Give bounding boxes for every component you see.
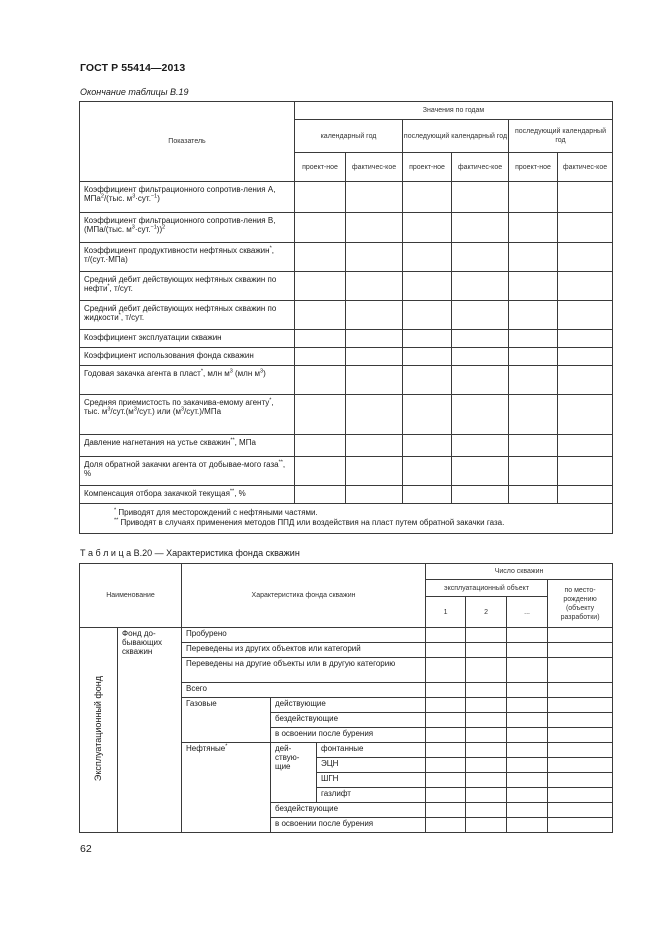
row-label: газлифт	[317, 788, 426, 803]
row-label: ЭЦН	[317, 758, 426, 773]
footnote: * Приводят для месторождений с нефтяными частями.	[114, 507, 318, 517]
table-row	[80, 435, 613, 457]
row-label-gas: Газовые	[182, 698, 271, 743]
table-b19-notes	[80, 504, 613, 534]
header-characteristic: Характеристика фонда скважин	[182, 564, 426, 628]
header-name: Наименование	[80, 564, 182, 628]
header-object-col: 2	[466, 597, 507, 628]
header-subcolumn: фактичес-кое	[558, 153, 613, 182]
table-row	[80, 301, 613, 330]
table-row	[80, 243, 613, 272]
group-label: Фонд до-бывающих скважин	[118, 628, 182, 833]
header-object-col: ...	[507, 597, 548, 628]
indicator-cell: Коэффициент эксплуатации скважин	[80, 330, 295, 348]
table-b19-caption: Окончание таблицы В.19	[80, 87, 189, 97]
header-subcolumn: фактичес-кое	[452, 153, 509, 182]
header-values-by-year: Значения по годам	[295, 102, 613, 120]
indicator-cell: Годовая закачка агента в пласт*, млн $м^3$ (млн $м^3$)	[80, 366, 295, 395]
table-b19	[79, 101, 613, 534]
table-b20	[79, 563, 613, 833]
header-subcolumn: проект-ное	[295, 153, 346, 182]
row-label: Переведены на другие объекты или в другую категорию	[182, 658, 426, 683]
indicator-cell: Средний дебит действующих нефтяных скважин по жидкости*, т/сут.	[80, 301, 295, 330]
header-subcolumn: проект-ное	[403, 153, 452, 182]
page-number: 62	[80, 843, 92, 855]
indicator-cell: Давление нагнетания на устье скважин**, МПа	[80, 435, 295, 457]
row-label: ШГН	[317, 773, 426, 788]
indicator-cell: Доля обратной закачки агента от добывае-мого газа**, %	[80, 457, 295, 486]
row-label: бездействующие	[271, 713, 426, 728]
header-indicator: Показатель	[80, 102, 295, 182]
row-label: действующие	[271, 698, 426, 713]
row-label: в освоении после бурения	[271, 728, 426, 743]
table-row	[80, 213, 613, 243]
indicator-cell: Коэффициент продуктивности нефтяных скважин*, т/(сут.·МПа)	[80, 243, 295, 272]
header-year-group: последующий календарный год	[509, 120, 613, 153]
row-label: бездействующие	[271, 803, 426, 818]
table-row	[80, 366, 613, 395]
header-year-group: последующий календарный год	[403, 120, 509, 153]
header-operational-object: эксплуатационный объект	[426, 580, 548, 597]
row-label-oil: Нефтяные*	[182, 743, 271, 833]
header-subcolumn: проект-ное	[509, 153, 558, 182]
indicator-cell: Коэффициент фильтрационного сопротив-ления В, (МПа/(тыс. $м^3\cdot сут.^{-1}))^2$	[80, 213, 295, 243]
table-row	[80, 272, 613, 301]
indicator-cell: Средний дебит действующих нефтяных скважин по нефти*, т/сут.	[80, 272, 295, 301]
table-row	[80, 348, 613, 366]
row-label: Пробурено	[182, 628, 426, 643]
table-row	[80, 395, 613, 435]
side-label: Эксплуатационный фонд	[80, 628, 118, 833]
header-well-count: Число скважин	[426, 564, 613, 580]
table-row	[80, 182, 613, 213]
row-label: Переведены из других объектов или категорий	[182, 643, 426, 658]
table-row	[80, 457, 613, 486]
document-header: ГОСТ Р 55414—2013	[80, 62, 186, 74]
indicator-cell: Компенсация отбора закачкой текущая**, %	[80, 486, 295, 504]
header-subcolumn: фактичес-кое	[346, 153, 403, 182]
header-year-group: календарный год	[295, 120, 403, 153]
table-b20-caption: Т а б л и ц а В.20 — Характеристика фонда скважин	[80, 548, 300, 558]
table-row	[80, 628, 613, 643]
indicator-cell: Коэффициент использования фонда скважин	[80, 348, 295, 366]
row-label: Всего	[182, 683, 426, 698]
table-row	[80, 330, 613, 348]
row-label: в освоении после бурения	[271, 818, 426, 833]
row-label: фонтанные	[317, 743, 426, 758]
indicator-cell: Средняя приемистость по закачива-емому агенту*, тыс. $м^3/сут.(м^3/сут.)$ или $(м^3/сут.)$/МПа	[80, 395, 295, 435]
indicator-cell: Коэффициент фильтрационного сопротив-ления А, МПа$^2$/(тыс. $м^3\cdot сут.^{-1}$)	[80, 182, 295, 213]
row-label-active-short: дей-ствую-щие	[271, 743, 317, 803]
header-object-col: 1	[426, 597, 466, 628]
footnote: ** Приводят в случаях применения методов ППД или воздействия на пласт путем обратной закачки газа.	[114, 517, 505, 527]
table-row	[80, 486, 613, 504]
header-by-field: по место-рождению (объекту разработки)	[548, 580, 613, 628]
